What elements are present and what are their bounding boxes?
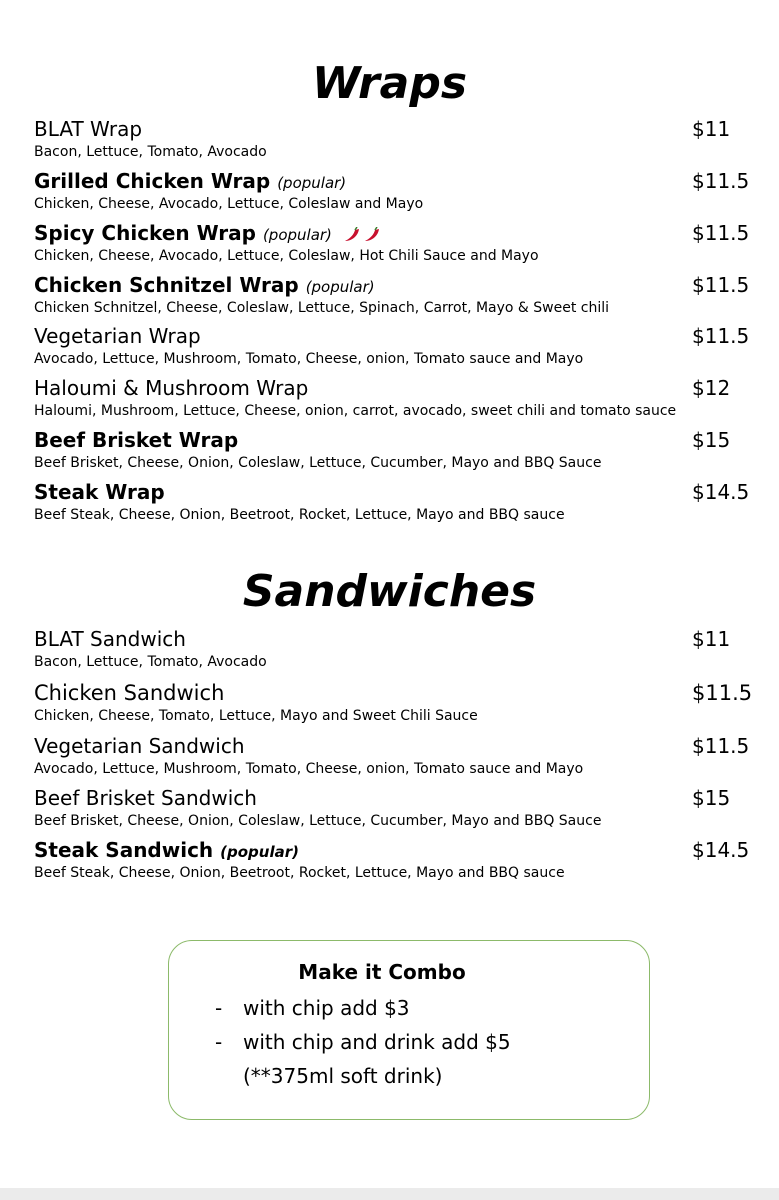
item-description: Chicken, Cheese, Avocado, Lettuce, Coleslaw, Hot Chili Sauce and Mayo	[34, 248, 539, 264]
item-name: Vegetarian Sandwich	[34, 734, 245, 758]
menu-item-blat-sandwich	[34, 626, 764, 678]
item-price: $11.5	[692, 169, 750, 193]
item-description: Chicken Schnitzel, Cheese, Coleslaw, Lettuce, Spinach, Carrot, Mayo & Sweet chili	[34, 300, 610, 316]
menu-item-blat-wrap	[34, 116, 764, 168]
menu-item-beef-brisket-sandwich	[34, 785, 764, 837]
combo-note: (**375ml soft drink)	[243, 1064, 443, 1088]
item-name-line	[34, 220, 381, 248]
popular-tag: (popular)	[220, 843, 299, 861]
item-price: $11.5	[692, 734, 750, 758]
item-name: Chicken Sandwich	[34, 681, 225, 705]
chili-pepper-icon	[363, 227, 381, 243]
combo-title: Make it Combo	[298, 960, 466, 984]
menu-item-haloumi-mushroom-wrap	[34, 375, 764, 427]
sandwiches-title: Sandwiches	[242, 566, 537, 617]
item-name: Spicy Chicken Wrap	[34, 221, 256, 245]
item-price: $15	[692, 786, 731, 810]
item-name: Steak Sandwich	[34, 838, 214, 862]
item-name: Beef Brisket Sandwich	[34, 786, 257, 810]
item-name-line	[34, 272, 375, 300]
wraps-title: Wraps	[311, 58, 468, 109]
item-price: $11.5	[692, 273, 750, 297]
popular-tag: (popular)	[262, 226, 332, 244]
item-name: Steak Wrap	[34, 480, 165, 504]
item-name: Grilled Chicken Wrap	[34, 169, 271, 193]
combo-box	[168, 940, 650, 1120]
item-price: $11.5	[692, 221, 750, 245]
item-price: $15	[692, 428, 731, 452]
item-description: Avocado, Lettuce, Mushroom, Tomato, Cheese, onion, Tomato sauce and Mayo	[34, 351, 584, 367]
combo-option	[215, 991, 511, 1025]
popular-tag: (popular)	[277, 174, 347, 192]
list-dash: -	[215, 1030, 223, 1054]
menu-item-chicken-sandwich	[34, 680, 764, 732]
item-name: Vegetarian Wrap	[34, 324, 201, 348]
item-description: Avocado, Lettuce, Mushroom, Tomato, Cheese, onion, Tomato sauce and Mayo	[34, 761, 584, 777]
menu-item-chicken-schnitzel-wrap	[34, 272, 764, 324]
item-description: Bacon, Lettuce, Tomato, Avocado	[34, 144, 267, 160]
item-name: BLAT Sandwich	[34, 627, 186, 651]
item-description: Bacon, Lettuce, Tomato, Avocado	[34, 654, 267, 670]
item-description: Haloumi, Mushroom, Lettuce, Cheese, onion, carrot, avocado, sweet chili and tomato sauce	[34, 403, 677, 419]
item-name: BLAT Wrap	[34, 117, 143, 141]
item-price: $14.5	[692, 838, 750, 862]
item-name-line	[34, 168, 346, 196]
chili-pepper-icon	[343, 227, 361, 243]
item-description: Beef Steak, Cheese, Onion, Beetroot, Rocket, Lettuce, Mayo and BBQ sauce	[34, 507, 565, 523]
item-name: Beef Brisket Wrap	[34, 428, 239, 452]
popular-tag: (popular)	[305, 278, 375, 296]
menu-item-grilled-chicken-wrap	[34, 168, 764, 220]
item-price: $12	[692, 376, 731, 400]
item-description: Chicken, Cheese, Tomato, Lettuce, Mayo and Sweet Chili Sauce	[34, 708, 478, 724]
menu-item-vegetarian-wrap	[34, 323, 764, 375]
menu-item-spicy-chicken-wrap	[34, 220, 764, 272]
combo-option-text: with chip and drink add $5	[243, 1030, 511, 1054]
menu-item-steak-sandwich	[34, 837, 764, 889]
bottom-strip	[0, 1188, 779, 1200]
list-dash: -	[215, 996, 223, 1020]
item-description: Beef Steak, Cheese, Onion, Beetroot, Rocket, Lettuce, Mayo and BBQ sauce	[34, 865, 565, 881]
item-name-line	[34, 837, 299, 865]
item-price: $11	[692, 627, 731, 651]
menu-item-beef-brisket-wrap	[34, 427, 764, 479]
combo-option	[215, 1025, 511, 1059]
item-name: Haloumi & Mushroom Wrap	[34, 376, 309, 400]
menu-item-vegetarian-sandwich	[34, 733, 764, 785]
item-price: $11.5	[692, 324, 750, 348]
combo-list	[215, 991, 511, 1059]
item-description: Chicken, Cheese, Avocado, Lettuce, Coleslaw and Mayo	[34, 196, 424, 212]
item-price: $11	[692, 117, 731, 141]
item-description: Beef Brisket, Cheese, Onion, Coleslaw, Lettuce, Cucumber, Mayo and BBQ Sauce	[34, 813, 602, 829]
menu-item-steak-wrap	[34, 479, 764, 531]
item-price: $11.5	[692, 681, 753, 705]
item-name: Chicken Schnitzel Wrap	[34, 273, 299, 297]
item-price: $14.5	[692, 480, 750, 504]
item-description: Beef Brisket, Cheese, Onion, Coleslaw, Lettuce, Cucumber, Mayo and BBQ Sauce	[34, 455, 602, 471]
combo-option-text: with chip add $3	[243, 996, 410, 1020]
